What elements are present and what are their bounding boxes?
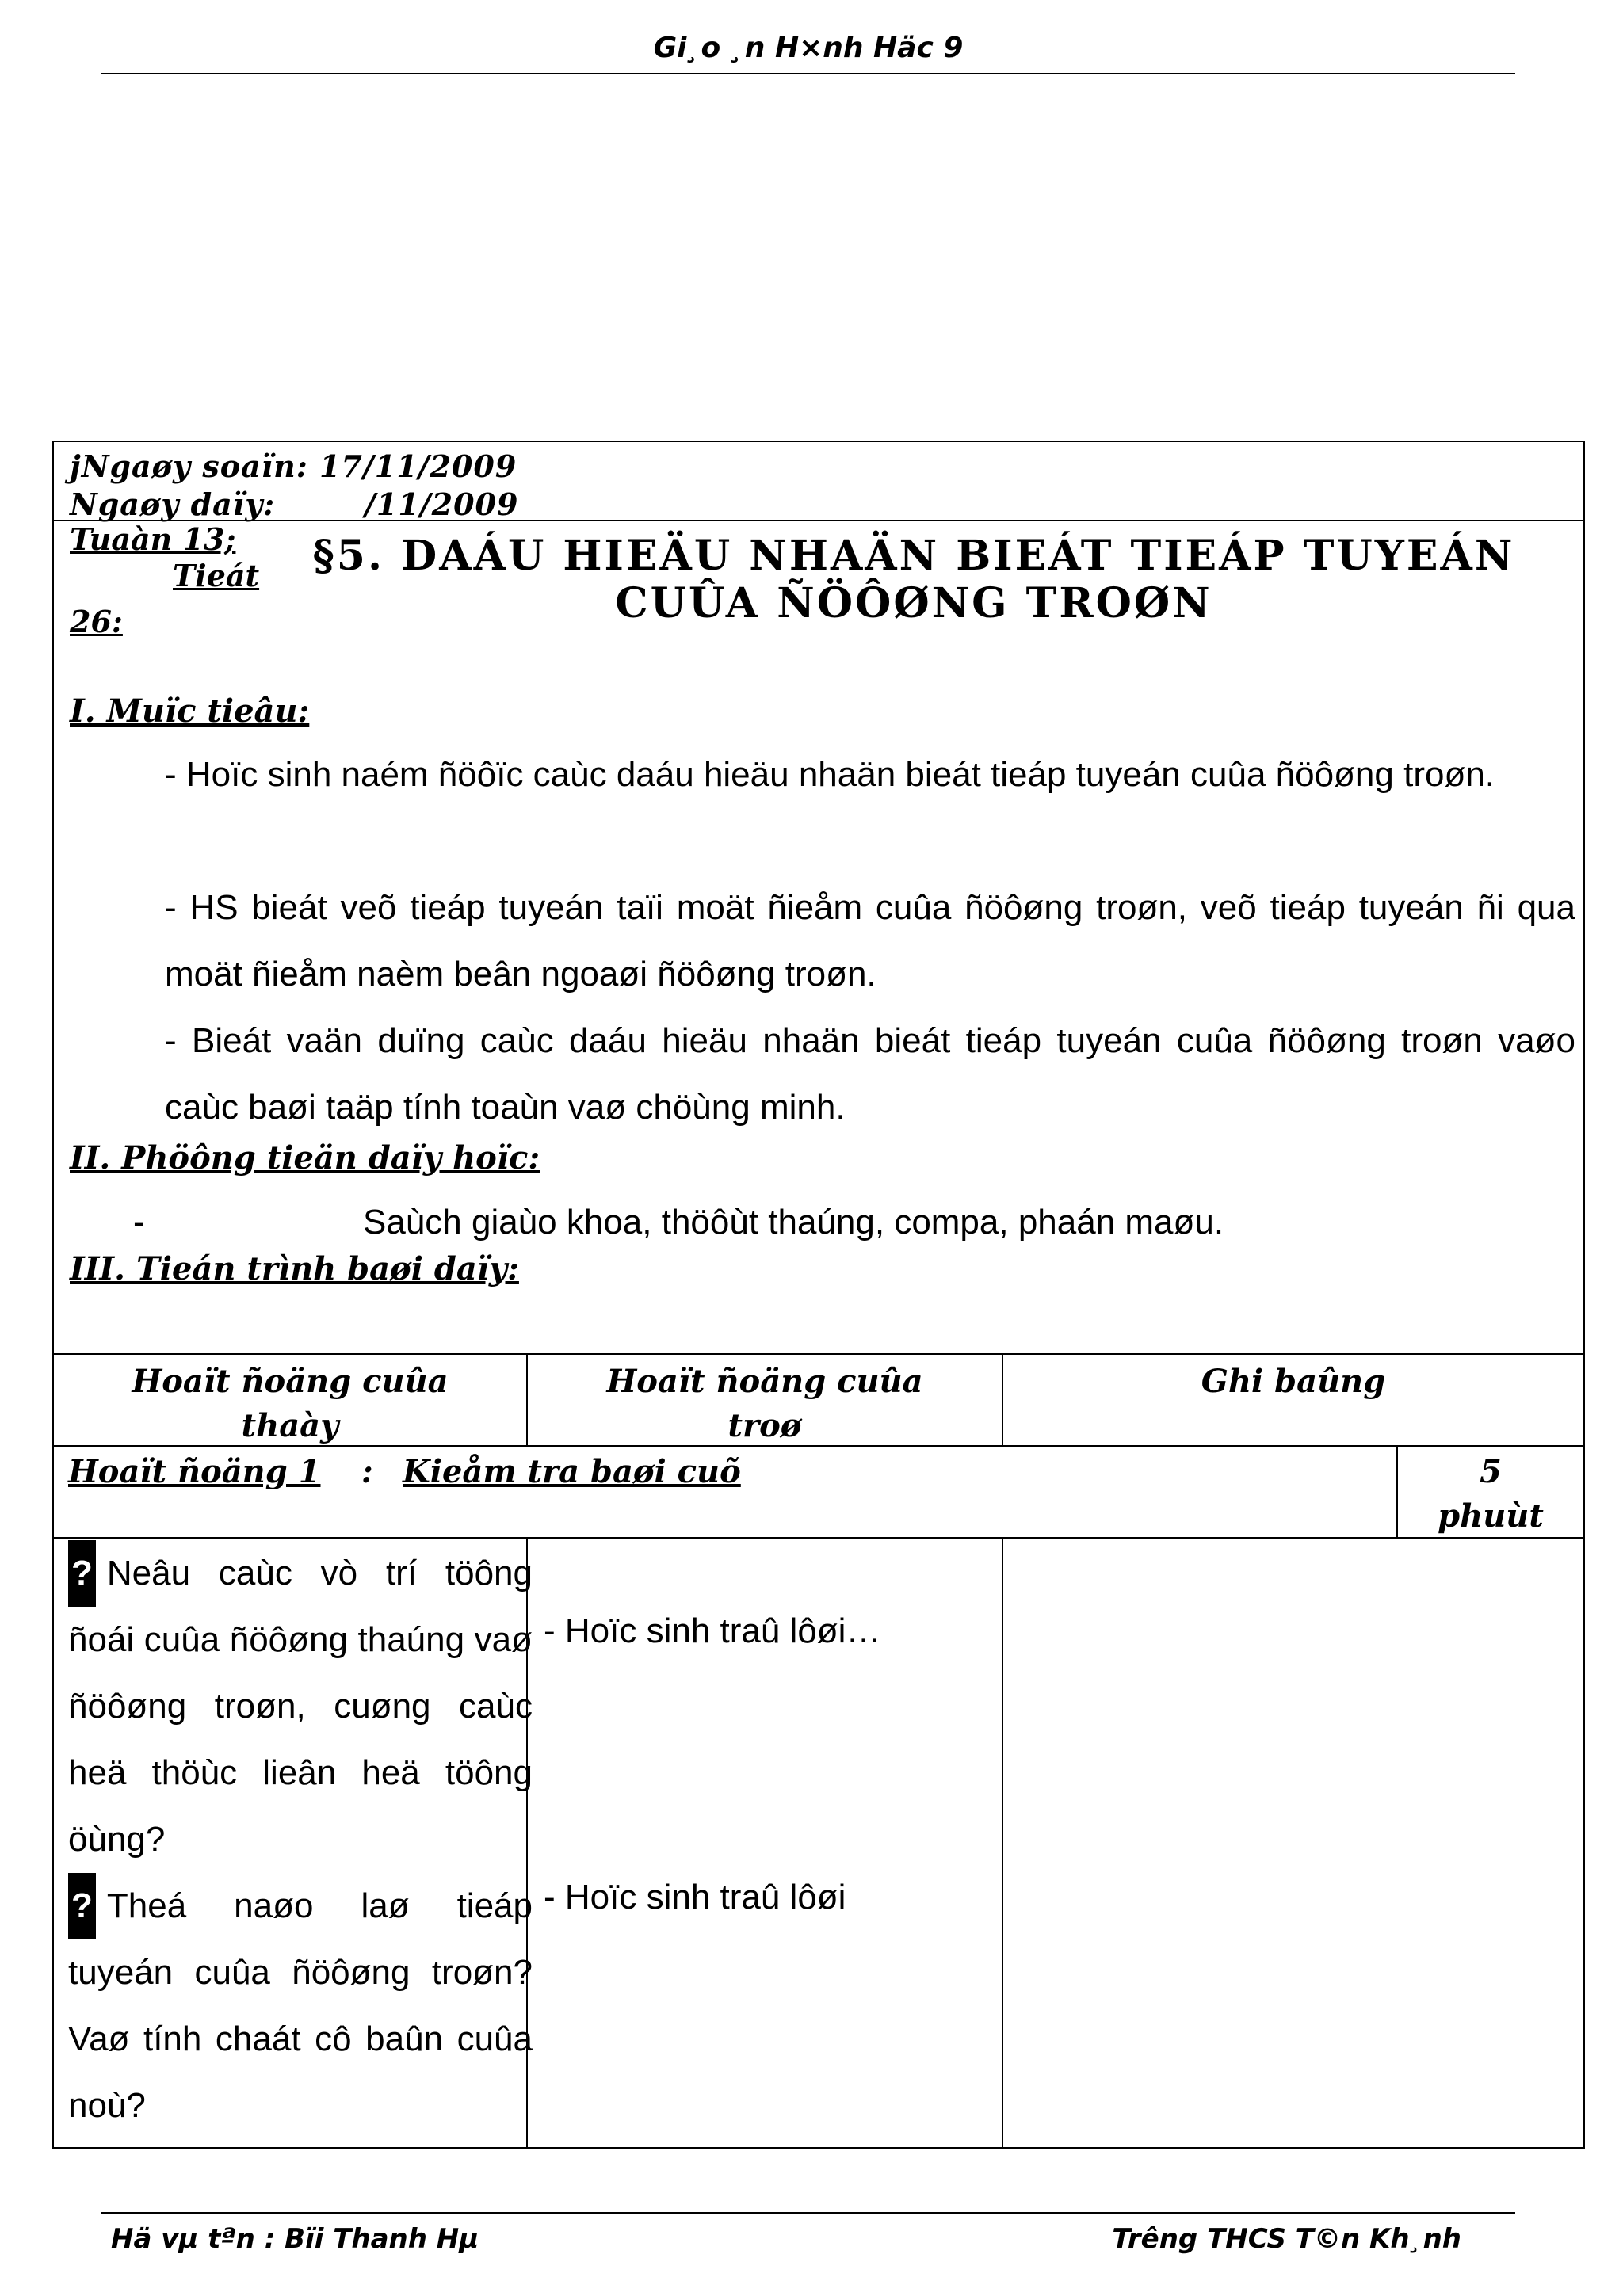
materials-text: Saùch giaùo khoa, thöôùt thaúng, compa, phaán maøu. bbox=[363, 1203, 1224, 1241]
question-text: Theá naøo laø tieáp tuyeán cuûa ñöôøng troøn? Vaø tính chaát cô baûn cuûa noù? bbox=[68, 1886, 533, 2125]
col-divider bbox=[526, 1353, 528, 1445]
objective-item bbox=[70, 875, 1575, 1008]
question-text: Neâu caùc vò trí töông ñoái cuûa ñöôøng thaúng vaø ñöôøng troøn, cuøng caùc heä thöùc lieân heä töông öùng? bbox=[68, 1554, 533, 1859]
lesson-title-line1: §5. DAÁU HIEÄU NHAÄN BIEÁT TIEÁP TUYEÁN bbox=[312, 532, 1515, 580]
question-mark-icon: ? bbox=[68, 1540, 96, 1607]
student-answer: - Hoïc sinh traû lôøi… bbox=[544, 1611, 881, 1650]
lesson-title-line2: CUÛA ÑÖÔØNG TROØN bbox=[615, 579, 1212, 627]
period-number: 26: bbox=[70, 604, 123, 639]
divider bbox=[54, 1537, 1583, 1539]
time-value: 5 bbox=[1480, 1453, 1502, 1490]
col-board-header bbox=[1003, 1360, 1583, 1404]
col-divider bbox=[1002, 1353, 1003, 1445]
table-top-border bbox=[54, 1353, 1583, 1355]
objective-text: - Bieát vaän duïng caùc daáu hieäu nhaän bieát tieáp tuyeán cuûa ñöôøng troøn vaøo caùc baøi taäp tính toaùn vaø chöùng minh. bbox=[165, 1021, 1575, 1127]
footer-school: Trêng THCS T©n Kh¸nh bbox=[1112, 2223, 1461, 2255]
col-teacher-header bbox=[54, 1360, 526, 1448]
period-label: Tieát bbox=[173, 558, 260, 593]
col-student-line2: troø bbox=[727, 1407, 802, 1444]
time-unit: phuùt bbox=[1438, 1497, 1544, 1535]
divider bbox=[54, 520, 1583, 521]
col-student-header bbox=[528, 1360, 1002, 1448]
activity-label: Hoaït ñoäng 1 bbox=[68, 1453, 321, 1490]
student-answer: - Hoïc sinh traû lôøi bbox=[544, 1878, 846, 1917]
week-label: Tuaàn 13; bbox=[70, 521, 236, 557]
activity-colon: : bbox=[361, 1453, 373, 1490]
col-teacher-line2: thaày bbox=[241, 1407, 339, 1444]
col-divider bbox=[1002, 1537, 1003, 2147]
col-student-line1: Hoaït ñoäng cuûa bbox=[606, 1363, 923, 1400]
running-header bbox=[101, 32, 1515, 74]
footer-author: Hä vµ tªn : Bïi Thanh Hµ bbox=[111, 2223, 479, 2255]
activity-name: Kieåm tra baøi cuõ bbox=[403, 1453, 741, 1490]
question-item bbox=[68, 1540, 533, 1873]
question-item bbox=[68, 1873, 533, 2139]
col-teacher-line1: Hoaït ñoäng cuûa bbox=[132, 1363, 449, 1400]
objective-item bbox=[70, 1008, 1575, 1141]
materials-dash: - bbox=[133, 1203, 145, 1241]
section-materials-heading: II. Phöông tieän daïy hoïc: bbox=[70, 1139, 540, 1177]
compose-date: jNgaøy soaïn: 17/11/2009 bbox=[70, 448, 517, 484]
objective-item bbox=[70, 742, 1575, 808]
lesson-plan-box bbox=[52, 441, 1585, 2149]
objective-text: - HS bieát veõ tieáp tuyeán taïi moät ñieåm cuûa ñöôøng troøn, veõ tieáp tuyeán ñi qua moät ñieåm naèm beân ngoaøi ñöôøng troøn. bbox=[165, 888, 1575, 994]
section-procedure-heading: III. Tieán trình baøi daïy: bbox=[70, 1250, 519, 1287]
page-footer bbox=[101, 2212, 1515, 2260]
lesson-title bbox=[244, 532, 1583, 627]
objective-text: - Hoïc sinh naém ñöôïc caùc daáu hieäu nhaän bieát tieáp tuyeán cuûa ñöôøng troøn. bbox=[165, 755, 1495, 794]
question-mark-icon: ? bbox=[68, 1873, 96, 1939]
running-title: Gi¸o ¸n H×nh Häc 9 bbox=[653, 32, 964, 64]
teacher-questions bbox=[68, 1540, 533, 2139]
divider bbox=[54, 1445, 1583, 1447]
activity-time bbox=[1398, 1450, 1583, 1539]
section-objectives-heading: I. Muïc tieâu: bbox=[70, 692, 310, 730]
teach-date-value: /11/2009 bbox=[365, 486, 519, 522]
teach-date-label: Ngaøy daïy: bbox=[70, 486, 276, 522]
col-board-text: Ghi baûng bbox=[1201, 1363, 1386, 1400]
